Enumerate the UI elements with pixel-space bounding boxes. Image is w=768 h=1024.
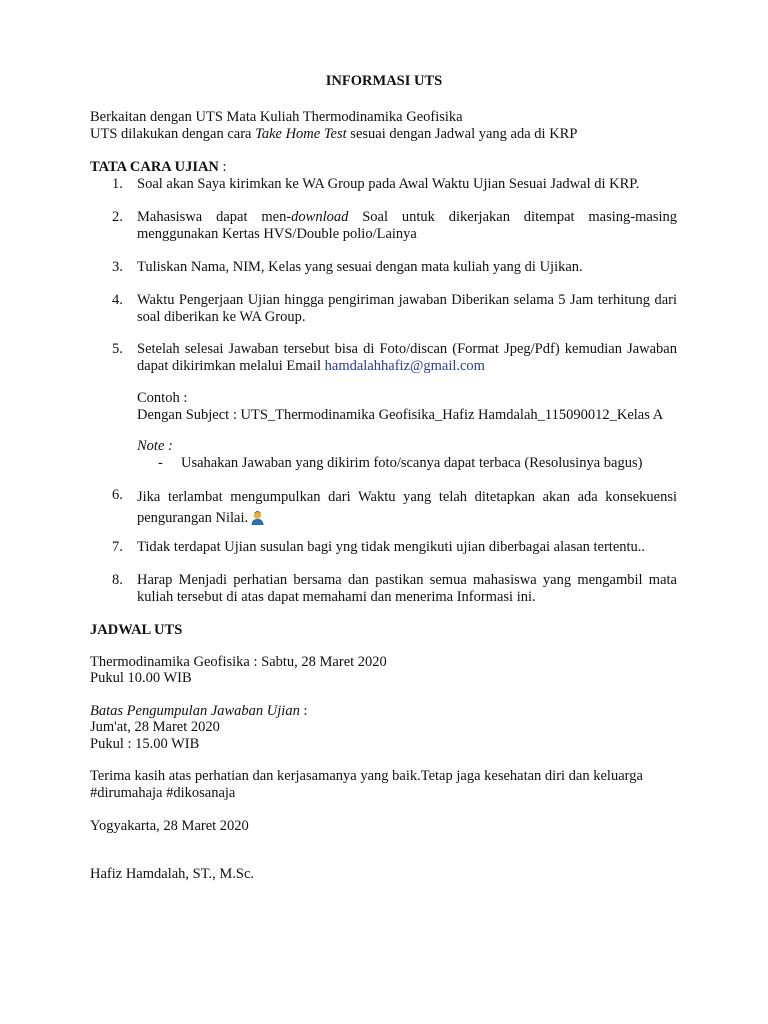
item-number: 8. (112, 572, 123, 588)
item-number: 5. (112, 341, 123, 357)
item-text (137, 341, 677, 375)
batas-heading (90, 703, 308, 720)
item-text-pre: Mahasiswa dapat men- (137, 209, 292, 225)
intro-text-end: sesuai dengan Jadwal yang ada di KRP (346, 126, 578, 142)
item-text-post: Soal untuk dikerjakan ditempat masing-masing menggunakan Kertas HVS/Double polio/Lainya (137, 209, 677, 242)
batas-line: Pukul : 15.00 WIB (90, 736, 200, 752)
jadwal-line: Pukul 10.00 WIB (90, 670, 192, 686)
item-text (137, 209, 677, 243)
person-emoji-icon (250, 510, 265, 525)
tata-colon: : (218, 159, 227, 175)
intro-italic: Take Home Test (255, 126, 347, 142)
note-text: Usahakan Jawaban yang dikirim foto/scanya dapat terbaca (Resolusinya bagus) (181, 455, 643, 471)
item-text: Soal akan Saya kirimkan ke WA Group pada Awal Waktu Ujian Sesuai Jadwal di KRP. (137, 176, 640, 192)
closing-hashtags: #dirumahaja #dikosanaja (90, 785, 236, 801)
item-text-em: download (291, 209, 349, 225)
closing-line: Terima kasih atas perhatian dan kerjasamanya yang baik.Tetap jaga kesehatan diri dan keluarga (90, 768, 643, 784)
place-date: Yogyakarta, 28 Maret 2020 (90, 818, 249, 834)
item-text: Waktu Pengerjaan Ujian hingga pengiriman jawaban Diberikan selama 5 Jam terhitung dari soal diberikan ke WA Group. (137, 292, 677, 325)
item-number: 2. (112, 209, 123, 225)
document-title: INFORMASI UTS (325, 73, 443, 89)
jadwal-heading: JADWAL UTS (90, 622, 183, 638)
item-number: 3. (112, 259, 123, 275)
jadwal-line: Thermodinamika Geofisika : Sabtu, 28 Maret 2020 (90, 654, 387, 670)
item-text (137, 487, 677, 529)
batas-label: Batas Pengumpulan Jawaban Ujian (90, 703, 300, 719)
item-number: 4. (112, 292, 123, 308)
tata-heading-text: TATA CARA UJIAN (90, 159, 219, 175)
item-number: 6. (112, 487, 123, 503)
intro-line-2 (90, 126, 577, 143)
item-text: Tidak terdapat Ujian susulan bagi yng tidak mengikuti ujian diberbagai alasan tertentu.. (137, 539, 646, 555)
item-text: Tuliskan Nama, NIM, Kelas yang sesuai dengan mata kuliah yang di Ujikan. (137, 259, 583, 275)
email-link[interactable]: hamdalahhafiz@gmail.com (324, 358, 485, 374)
note-dash: - (158, 455, 163, 471)
item-number: 7. (112, 539, 123, 555)
example-label: Contoh : (137, 390, 188, 406)
batas-colon: : (299, 703, 308, 719)
intro-line-1: Berkaitan dengan UTS Mata Kuliah Thermodinamika Geofisika (90, 109, 463, 125)
item-text-body: Setelah selesai Jawaban tersebut bisa di Foto/discan (Format Jpeg/Pdf) kemudian Jawaban dapat dikirimkan melalui Email (137, 341, 677, 374)
intro-text: UTS dilakukan dengan cara (90, 126, 256, 142)
item-number: 1. (112, 176, 123, 192)
signature-name: Hafiz Hamdalah, ST., M.Sc. (90, 866, 255, 882)
item-text: Harap Menjadi perhatian bersama dan pastikan semua mahasiswa yang mengambil mata kuliah tersebut di atas dapat memahami dan menerima Informasi ini. (137, 572, 677, 605)
batas-line: Jum'at, 28 Maret 2020 (90, 719, 220, 735)
tata-heading (90, 159, 227, 176)
note-label: Note : (137, 438, 173, 454)
item-text-body: Jika terlambat mengumpulkan dari Waktu yang telah ditetapkan akan ada konsekuensi pengurangan Nilai. (137, 489, 677, 526)
example-subject: Dengan Subject : UTS_Thermodinamika Geofisika_Hafiz Hamdalah_115090012_Kelas A (137, 407, 664, 423)
